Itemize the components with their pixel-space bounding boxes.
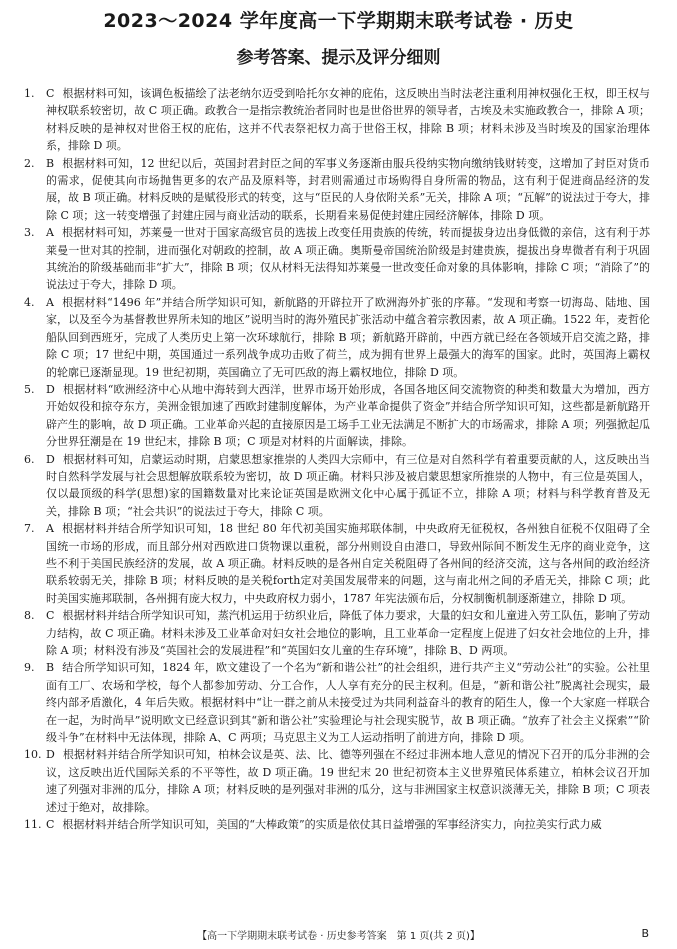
answer-number: 4. [24, 295, 35, 309]
answer-explanation: 根据材料可知，12 世纪以后，英国封君封臣之间的军事义务逐渐由服兵役纳实物向缴纳钱财转变，这增加了封臣对货币的需求，促使其向市场抛售更多的农产品及原料等，封君则需通过市场购得自身所需的物品，这有利于促进商品经济的发展，故 B 项正确。材料反映的是赋役形式的转变，这与“臣民的人身依附关系”无关，排除 A 项；“瓦解”的说法过于夸大，排除 C 项；这一转变增强了封建庄园与商业活动的联系，长期看来易促使封建庄园经济解体，排除 D 项。 [46, 156, 650, 222]
answer-item [24, 520, 650, 607]
answer-number: 11. [24, 818, 42, 832]
answer-choice: A [46, 522, 54, 536]
answer-item [24, 381, 650, 451]
version-mark: B [641, 927, 649, 940]
answer-explanation: 根据材料“1496 年”并结合所学知识可知，新航路的开辟拉开了欧洲海外扩张的序幕。“发现和考察一切海岛、陆地、国家，以及至今为基督教世界所未知的地区”说明当时的海外殖民扩张活动中蕴含着宗教因素，故 A 项正确。1522 年，麦哲伦船队回到西班牙，完成了人类历史上第一次环球航行，排除 B 项；新航路开辟前，中西方就已经在各领域开启交流之路，排除 C 项；17 世纪中期，英国通过一系列战争成功击败了荷兰，成为拥有世界上最强大的海军的国家。此时，英国海上霸权的轮廓已逐渐显现。19 世纪初期，英国确立了无可匹敌的海上霸权地位，排除 D 项。 [46, 295, 650, 379]
answer-choice: C [46, 609, 55, 623]
answer-number: 6. [24, 452, 35, 466]
answer-item [24, 816, 650, 833]
answer-item [24, 85, 650, 155]
answer-item [24, 155, 650, 225]
answer-explanation: 根据材料并结合所学知识可知，18 世纪 80 年代初美国实施邦联体制，中央政府无征税权，各州独自征税不仅阻碍了全国统一市场的形成，而且部分州对西欧进口货物课以重税，部分州则设自由港口，导致州际间不断发生无序的商业竞争，这些不利于美国民族经济的发展，故 A 项正确。材料反映的是各州自定关税阻碍了各州间的经济交流，这与各州间的政治经济联系较弱无关，排除 B 项；材料反映的是关税forth定对美国发展带来的问题，这与南北州之间的矛盾无关，排除 C 项；此时美国实施邦联制，各州拥有庞大权力，中央政府权力弱小，1787 年宪法颁布后，分权制衡机制逐渐建立，排除 D 项。 [46, 522, 650, 605]
answer-list [24, 85, 650, 833]
answer-choice: D [46, 452, 55, 466]
answer-explanation: 结合所学知识可知，1824 年，欧文建设了一个名为“新和谐公社”的社会组织，进行共产主义“劳动公社”的实验。公社里面有工厂、农场和学校，每个人都参加劳动、分工合作，人人享有充分的民主权利。但是，“新和谐公社”脱离社会现实，最终内部矛盾激化，4 年后失败。根据材料中“让一群之前从未接受过为共同利益奋斗的教育的陌生人，像一个大家庭一样联合在一起，为时尚早”说明欧文已经意识到其“新和谐公社”实验理论与社会现实脱节，故 B 项正确。“放弃了社会主义探索”“阶级斗争”在材料中无法体现，排除 A、C 两项；马克思主义为工人运动指明了前进方向，排除 D 项。 [46, 661, 650, 745]
answer-item [24, 294, 650, 381]
answer-item [24, 607, 650, 659]
answer-choice: C [46, 87, 55, 100]
answer-number: 7. [24, 522, 35, 536]
answer-choice: A [46, 295, 54, 309]
answer-choice: B [46, 156, 55, 170]
answer-number: 1. [24, 87, 35, 100]
answer-number: 8. [24, 609, 35, 623]
answer-number: 2. [24, 156, 35, 170]
answer-item [24, 659, 650, 746]
answer-number: 5. [24, 382, 35, 396]
answer-explanation: 根据材料可知，苏莱曼一世对于国家高级官员的选拔上改变任用贵族的传统，转而提拔身边出身低微的亲信，这有利于苏莱曼一世对其的控制，进而强化对朝政的控制，故 A 项正确。奥斯曼帝国统治阶级是封建贵族，提拔出身卑微者有利于巩固其统治的阶级基础而非“扩大”，排除 B 项；仅从材料无法得知苏莱曼一世改变任命对象的具体影响，排除 C 项；“消除了”的说法过于夸大，排除 D 项。 [46, 226, 650, 292]
answer-item [24, 746, 650, 816]
answer-choice: B [46, 661, 55, 675]
page-footer: 【高一下学期期末联考试卷 · 历史参考答案 第 1 页(共 2 页)】 [197, 931, 480, 942]
answer-choice: D [46, 382, 55, 396]
answer-item [24, 224, 650, 294]
answer-explanation: 根据材料“欧洲经济中心从地中海转到大西洋，世界市场开始形成，各国各地区间交流物资的种类和数量大为增加，西方开始奴役和掠夺东方，美洲金银加速了西欧封建制度解体，为产业革命提供了资金”并结合所学知识可知，这些都是新航路开辟产生的影响，故 D 项正确。工业革命兴起的直接原因是工场手工业无法满足不断扩大的市场需求，排除 A 项；列强掀起瓜分世界狂潮是在 19 世纪末，排除 B 项；C 项是对材料的片面解读，排除。 [46, 382, 650, 449]
page-title: 2023～2024 学年度高一下学期期末联考试卷 · 历史 [103, 10, 574, 32]
answer-choice: A [46, 226, 54, 240]
answer-choice: C [46, 818, 55, 832]
answer-number: 3. [24, 226, 35, 240]
answer-number: 9. [24, 661, 35, 675]
answer-explanation: 根据材料可知，启蒙运动时期，启蒙思想家推崇的人类四大宗师中，有三位是对自然科学有着重要贡献的人，这反映出当时自然科学发展与社会思想解放联系较为密切，故 D 项正确。材料只涉及被启蒙思想家所推崇的人物中，有三位是英国人，仅以最顶级的科学(思想)家的国籍数量对比来论证英国是欧洲文化中心属于孤证不立，排除 A 项；材料与科学教育普及无关，排除 B 项；“社会共识”的说法过于夸大，排除 C 项。 [46, 452, 650, 518]
answer-explanation: 根据材料并结合所学知识可知，蒸汽机运用于纺织业后，降低了体力要求，大量的妇女和儿童进入劳工队伍，影响了劳动力结构，故 C 项正确。材料未涉及工业革命对妇女社会地位的影响，且工业革命一定程度上促进了妇女社会地位的上升，排除 A 项；材料没有涉及“英国社会的发展进程”和“英国妇女儿童的生存环境”，排除 B、D 两项。 [46, 609, 650, 657]
answer-explanation: 根据材料并结合所学知识可知，美国的“大棒政策”的实质是依仗其日益增强的军事经济实力，向拉美实行武力威 [62, 818, 602, 832]
answer-item [24, 451, 650, 521]
page-subtitle: 参考答案、提示及评分细则 [236, 48, 441, 68]
answer-choice: D [46, 748, 55, 762]
answer-explanation: 根据材料可知，该调色板描绘了法老纳尔迈受到哈托尔女神的庇佑，这反映出当时法老注重利用神权强化王权，即王权与神权联系较密切，故 C 项正确。政教合一是指宗教统治者同时也是世俗世界的领导者，古埃及未实施政教合一，排除 A 项；材料反映的是神权对世俗王权的庇佑，这并不代表祭祀权力高于世俗王权，排除 B 项；材料未涉及当时埃及的国家治理体系，排除 D 项。 [46, 87, 650, 153]
answer-explanation: 根据材料并结合所学知识可知，柏林会议是英、法、比、德等列强在不经过非洲本地人意见的情况下召开的瓜分非洲的会议，这反映出近代国际关系的不平等性，故 D 项正确。19 世纪末 20 世纪初资本主义世界殖民体系建立，柏林会议召开加速了列强对非洲的瓜分，排除 A 项；材料反映的是列强对非洲的瓜分，这与非洲国家主权意识淡薄无关，排除 B 项；C 项表述过于绝对，故排除。 [46, 748, 650, 814]
answer-number: 10. [24, 748, 42, 762]
